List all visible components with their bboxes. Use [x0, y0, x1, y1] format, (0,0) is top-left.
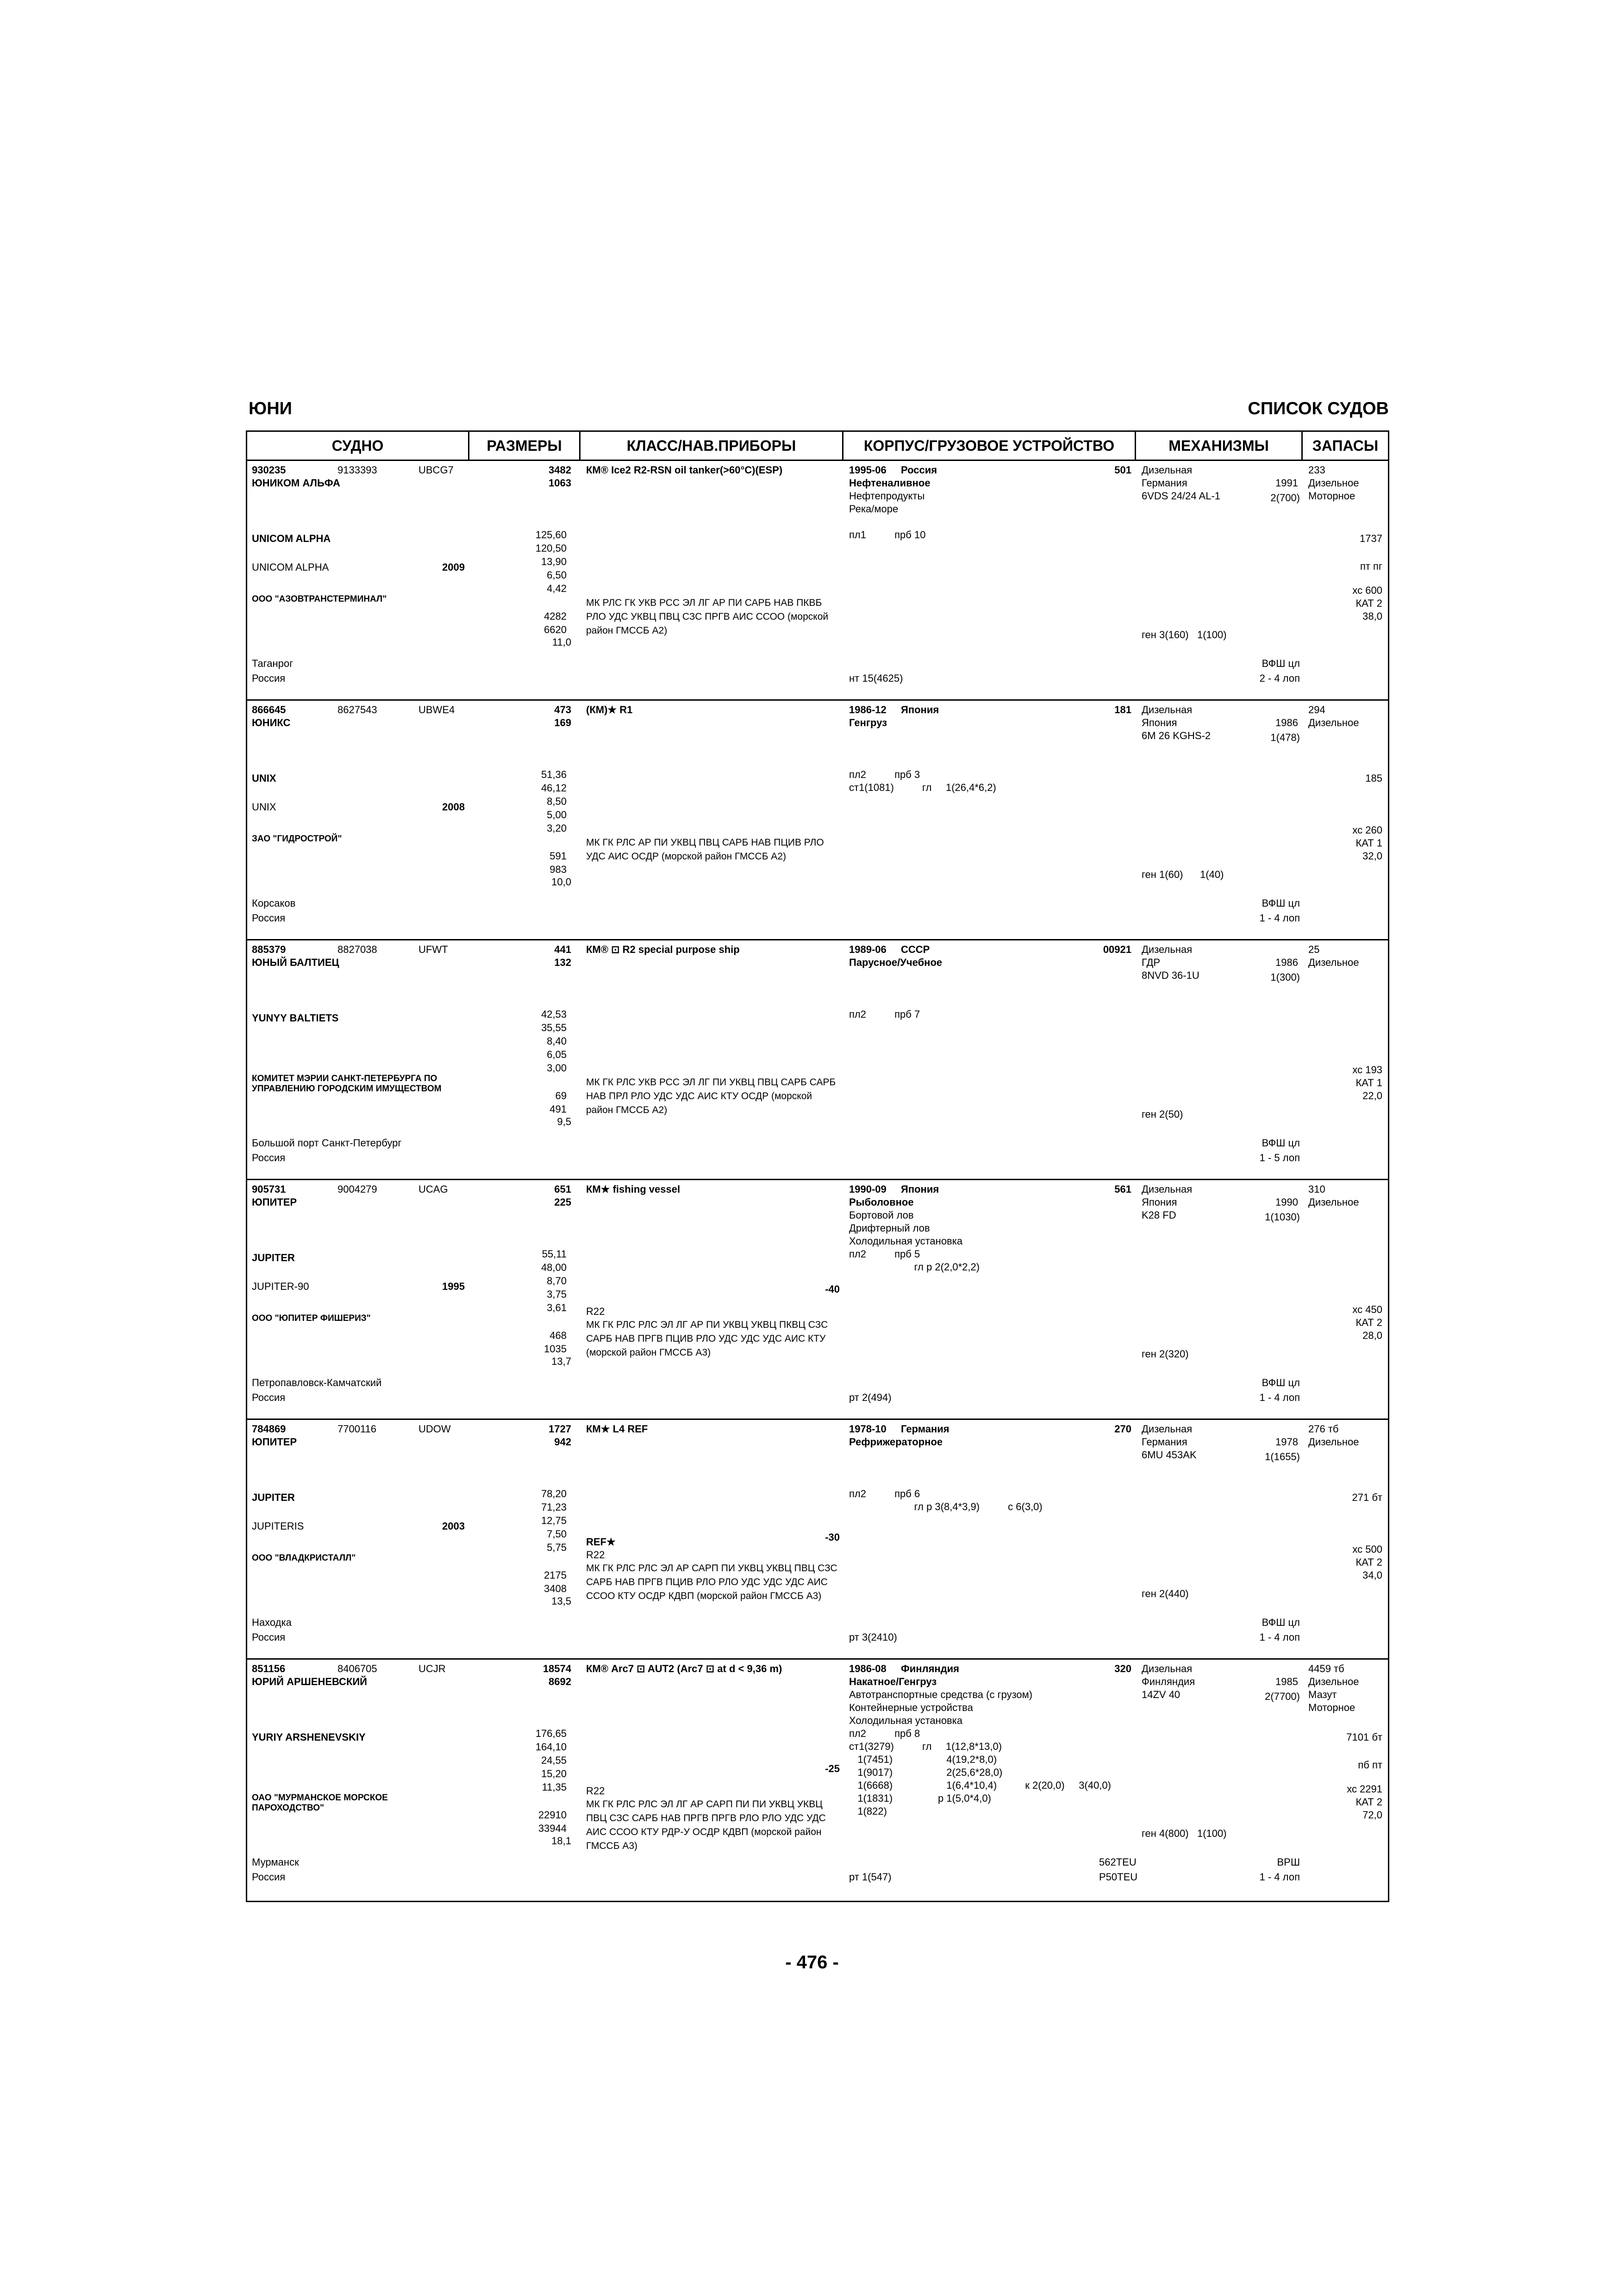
deadweight-value: 2175: [544, 1569, 567, 1581]
dimension-value: 125,60: [535, 529, 567, 541]
net-tonnage: 1063: [549, 477, 571, 489]
speed: 18,1: [551, 1835, 571, 1847]
ballast-stores: 271 бт: [1352, 1492, 1382, 1503]
gross-tonnage: 1727: [549, 1423, 571, 1435]
propeller: ВФШ цл: [1262, 1617, 1300, 1628]
reg-number: 905731: [252, 1183, 286, 1195]
col-hull: КОРПУС/ГРУЗОВОЕ УСТРОЙСТВО: [843, 432, 1136, 460]
dimension-value: 42,53: [541, 1008, 567, 1020]
dimension-value: 11,35: [542, 1781, 567, 1793]
ballast-stores: 185: [1365, 772, 1382, 784]
owner: ООО "ВЛАДКРИСТАЛЛ": [252, 1553, 356, 1563]
class-notation: КМ® Arc7 ⊡ AUT2 (Arc7 ⊡ at d < 9,36 m): [586, 1663, 782, 1674]
propeller: ВФШ цл: [1262, 1137, 1300, 1149]
cargo-gear: 1(1831) р 1(5,0*4,0): [849, 1792, 991, 1804]
lifeboat-info: 32,0: [1362, 850, 1382, 862]
ship-type: Накатное/Генгруз: [849, 1676, 937, 1687]
fuel-stores: Дизельное: [1308, 1676, 1359, 1687]
engine-year: 1985: [1275, 1676, 1298, 1687]
ship-name: ЮПИТЕР: [252, 1196, 297, 1208]
dimension-value: 51,36: [541, 769, 567, 780]
fuel-stores: Мазут: [1308, 1689, 1337, 1700]
build-date: 1990-09: [849, 1183, 887, 1195]
yard-number: 270: [1114, 1423, 1131, 1435]
propeller-blades: 2 - 4 лоп: [1259, 672, 1300, 684]
former-name-year: 2009: [442, 561, 465, 573]
hull-feature: Нефтепродукты: [849, 490, 925, 502]
cargo-gear: ст1(1081) гл 1(26,4*6,2): [849, 782, 996, 793]
dimension-value: 164,10: [535, 1741, 567, 1753]
gross-tonnage: 18574: [543, 1663, 571, 1674]
owner: ООО "ЮПИТЕР ФИШЕРИЗ": [252, 1313, 371, 1323]
dimension-value: 8,70: [547, 1275, 567, 1287]
nav-equipment: МК РЛС ГК УКВ РСС ЭЛ ЛГ АР ПИ САРБ НАВ ПКВБ РЛО УДС УКВЦ ПВЦ СЗС ПРГВ АИС ССОО (морской район ГМССБ А2): [586, 597, 829, 636]
gross-tonnage: 473: [554, 704, 571, 716]
fuel-stores: Дизельное: [1308, 717, 1359, 728]
fuel-stores: Моторное: [1308, 1702, 1355, 1713]
lifeboat-info: хс 2291: [1347, 1783, 1382, 1795]
build-date: 1995-06: [849, 464, 887, 476]
owner: ЗАО "ГИДРОСТРОЙ": [252, 834, 342, 844]
dimension-value: 8,40: [547, 1035, 567, 1047]
build-country: Германия: [901, 1423, 949, 1435]
lifeboat-info: КАТ 2: [1355, 597, 1382, 609]
gross-tonnage: 441: [554, 944, 571, 955]
nav-equipment: МК ГК РЛС РЛС ЭЛ ЛГ АР САРП ПИ ПИ УКВЦ УКВЦ ПВЦ СЗС САРБ НАВ ПРГВ ПРГВ РЛО РЛО УДС УДС АИС ССОО КТУ РДР-У ОСДР КДВП (морской район ГМССБ А3): [586, 1799, 826, 1851]
former-name: JUPITERIS: [252, 1520, 304, 1532]
flag-country: Россия: [252, 1152, 286, 1164]
reg-number: 930235: [252, 464, 286, 476]
dimension-value: 5,75: [547, 1542, 567, 1553]
dimension-value: 3,61: [547, 1302, 567, 1313]
former-name-year: 2003: [442, 1520, 465, 1532]
ballast-stores: 7101 бт: [1346, 1731, 1382, 1743]
net-tonnage: 225: [554, 1196, 571, 1208]
engine-country: Финляндия: [1142, 1676, 1195, 1687]
lifeboat-info: 72,0: [1362, 1809, 1382, 1821]
call-sign: UCAG: [418, 1183, 448, 1195]
dimension-value: 7,50: [547, 1528, 567, 1540]
lifeboat-info: хс 450: [1352, 1304, 1382, 1315]
dimension-value: 120,50: [535, 542, 567, 554]
dimension-value: 15,20: [541, 1768, 567, 1780]
ship-type: Нефтеналивное: [849, 477, 931, 489]
engine-model: K28 FD: [1142, 1209, 1176, 1221]
generators: ген 2(50): [1142, 1108, 1183, 1120]
deadweight-value: 491: [550, 1103, 567, 1115]
ship-entry: [247, 940, 1388, 1180]
propeller-blades: 1 - 4 лоп: [1259, 1871, 1300, 1883]
fuel-stores: 310: [1308, 1183, 1325, 1195]
dimension-value: 13,90: [541, 556, 567, 567]
deadweight-value: 591: [550, 850, 567, 862]
build-country: Финляндия: [901, 1663, 960, 1674]
table-header: [247, 432, 1388, 461]
cargo-gear: 1(6668) 1(6,4*10,4) к 2(20,0) 3(40,0): [849, 1780, 1111, 1791]
ship-entry: [247, 1660, 1388, 1899]
speed: 11,0: [552, 636, 571, 648]
nav-equipment: МК ГК РЛС РЛС ЭЛ ЛГ АР ПИ УКВЦ УКВЦ ПКВЦ СЗС САРБ НАВ ПРГВ ПЦИВ РЛО УДС УДС УДС АИС КТУ (морской район ГМССБ А3): [586, 1319, 828, 1358]
fuel-stores: Дизельное: [1308, 1196, 1359, 1208]
engine-model: 8NVD 36-1U: [1142, 970, 1199, 981]
engine-year: 1986: [1275, 717, 1298, 728]
fuel-stores: Дизельное: [1308, 1436, 1359, 1448]
home-port: Петропавловск-Камчатский: [252, 1377, 382, 1388]
engine-type: Дизельная: [1142, 944, 1193, 955]
temperature: -25: [825, 1763, 840, 1774]
flag-country: Россия: [252, 1631, 286, 1643]
call-sign: UDOW: [418, 1423, 451, 1435]
nav-equipment: МК ГК РЛС УКВ РСС ЭЛ ЛГ ПИ УКВЦ ПВЦ САРБ САРБ НАВ ПРЛ РЛО УДС УДС АИС КТУ ОСДР (морской район ГМССБ А2): [586, 1077, 836, 1115]
nav-equipment: МК ГК РЛС АР ПИ УКВЦ ПВЦ САРБ НАВ ПЦИВ РЛО УДС АИС ОСДР (морской район ГМССБ А2): [586, 837, 824, 862]
former-name: UNICOM ALPHA: [252, 561, 329, 573]
reg-number: 866645: [252, 704, 286, 716]
cargo-gear: пл1 прб 10: [849, 529, 926, 541]
engine-power: 1(478): [1270, 732, 1300, 743]
former-name: JUPITER-90: [252, 1281, 309, 1292]
engine-country: Германия: [1142, 477, 1187, 489]
cargo-gear: пл2 прб 5: [849, 1248, 920, 1260]
generators: ген 2(320): [1142, 1348, 1189, 1360]
engine-power: 1(1655): [1265, 1451, 1300, 1462]
class-notation-3: R22: [586, 1549, 605, 1561]
lifeboat-info: КАТ 2: [1355, 1317, 1382, 1328]
hull-feature: Холодильная установка: [849, 1235, 963, 1247]
propeller-blades: 1 - 4 лоп: [1259, 1392, 1300, 1403]
deadweight-value: 33944: [538, 1823, 567, 1834]
yard-number: 181: [1114, 704, 1131, 716]
yard-number: 501: [1114, 464, 1131, 476]
ship-name: ЮПИТЕР: [252, 1436, 297, 1448]
net-tonnage: 169: [554, 717, 571, 728]
ship-entry: [247, 1420, 1388, 1660]
build-date: 1986-12: [849, 704, 887, 716]
propeller: ВФШ цл: [1262, 658, 1300, 669]
dimension-value: 6,05: [547, 1049, 567, 1060]
reg-number: 784869: [252, 1423, 286, 1435]
lifeboat-info: 22,0: [1362, 1090, 1382, 1101]
cargo-misc: рт 1(547): [849, 1871, 892, 1883]
temperature: -40: [825, 1283, 840, 1295]
temperature: -30: [825, 1531, 840, 1543]
lifeboat-info: 38,0: [1362, 610, 1382, 622]
engine-model: 6MU 453AK: [1142, 1449, 1197, 1461]
home-port: Находка: [252, 1617, 292, 1628]
class-notation: (КМ)★ R1: [586, 704, 633, 716]
cargo-gear: гл р 2(2,0*2,2): [849, 1261, 980, 1273]
dimension-value: 3,75: [547, 1288, 567, 1300]
page-number: - 476 -: [785, 1952, 839, 1972]
cargo-gear: пл2 прб 3: [849, 769, 920, 780]
col-machinery: МЕХАНИЗМЫ: [1136, 432, 1303, 460]
class-notation: КМ® ⊡ R2 special purpose ship: [586, 944, 740, 955]
imo-number: 7700116: [337, 1423, 377, 1435]
home-port: Таганрог: [252, 658, 294, 669]
build-country: Япония: [901, 704, 939, 716]
hull-feature: Контейнерные устройства: [849, 1702, 973, 1713]
latin-name: UNIX: [252, 772, 276, 784]
reg-number: 851156: [252, 1663, 286, 1674]
dimension-value: 3,00: [547, 1062, 567, 1074]
former-name: UNIX: [252, 801, 276, 813]
fuel-stores: 25: [1308, 944, 1320, 955]
dimension-value: 78,20: [541, 1488, 567, 1500]
propeller: ВРШ: [1277, 1856, 1300, 1868]
propeller-blades: 1 - 5 лоп: [1259, 1152, 1300, 1164]
lifeboat-info: хс 260: [1352, 824, 1382, 836]
imo-number: 8406705: [337, 1663, 377, 1674]
hull-feature: Холодильная установка: [849, 1715, 963, 1726]
latin-name: YURIY ARSHENEVSKIY: [252, 1731, 366, 1743]
deadweight-value: 3408: [544, 1583, 567, 1594]
class-notation-2: R22: [586, 1306, 605, 1317]
gross-tonnage: 3482: [549, 464, 571, 476]
class-notation: КМ® Ice2 R2-RSN oil tanker(>60°C)(ESP): [586, 464, 783, 476]
engine-year: 1990: [1275, 1196, 1298, 1208]
dimension-value: 46,12: [541, 782, 567, 794]
dimension-value: 4,42: [547, 583, 567, 594]
engine-type: Дизельная: [1142, 1183, 1193, 1195]
col-vessel: СУДНО: [247, 432, 469, 460]
imo-number: 9004279: [337, 1183, 377, 1195]
engine-model: 14ZV 40: [1142, 1689, 1181, 1700]
lifeboat-info: 34,0: [1362, 1569, 1382, 1581]
home-port: Большой порт Санкт-Петербург: [252, 1137, 402, 1149]
lifeboat-info: 28,0: [1362, 1330, 1382, 1341]
col-dimensions: РАЗМЕРЫ: [469, 432, 581, 460]
reg-number: 885379: [252, 944, 286, 955]
cargo-gear: 1(7451) 4(19,2*8,0): [849, 1754, 997, 1765]
cargo-gear: гл р 3(8,4*3,9) с 6(3,0): [849, 1501, 1043, 1512]
latin-name: JUPITER: [252, 1252, 295, 1263]
cargo-gear: пл2 прб 6: [849, 1488, 920, 1500]
build-date: 1978-10: [849, 1423, 887, 1435]
home-port: Корсаков: [252, 897, 296, 909]
propeller-blades: 1 - 4 лоп: [1259, 912, 1300, 924]
speed: 10,0: [551, 876, 571, 888]
former-name-year: 1995: [442, 1281, 465, 1292]
hull-feature: Река/море: [849, 503, 899, 515]
class-notation: КМ★ fishing vessel: [586, 1183, 681, 1195]
home-port: Мурманск: [252, 1856, 299, 1868]
ship-type: Рефрижераторное: [849, 1436, 943, 1448]
cargo-gear: ст1(3279) гл 1(12,8*13,0): [849, 1741, 1002, 1752]
former-name-year: 2008: [442, 801, 465, 813]
build-country: СССР: [901, 944, 930, 955]
dimension-value: 3,20: [547, 822, 567, 834]
teu-capacity: P50TEU: [1099, 1871, 1138, 1883]
engine-country: Германия: [1142, 1436, 1187, 1448]
engine-country: ГДР: [1142, 957, 1161, 968]
generators: ген 1(60) 1(40): [1142, 869, 1224, 880]
owner: ООО "АЗОВТРАНСТЕРМИНАЛ": [252, 594, 387, 604]
lifeboat-info: КАТ 2: [1355, 1556, 1382, 1568]
flag-country: Россия: [252, 672, 286, 684]
cargo-gear: пл2 прб 8: [849, 1728, 920, 1739]
net-tonnage: 942: [554, 1436, 571, 1448]
imo-number: 9133393: [337, 464, 377, 476]
ship-type: Рыболовное: [849, 1196, 914, 1208]
fuel-stores: 4459 тб: [1308, 1663, 1344, 1674]
latin-name: JUPITER: [252, 1492, 295, 1503]
engine-year: 1978: [1275, 1436, 1298, 1448]
list-title: СПИСОК СУДОВ: [1248, 399, 1389, 418]
teu-capacity: 562TEU: [1099, 1856, 1137, 1868]
fuel-stores: 233: [1308, 464, 1325, 476]
owner: ОАО "МУРМАНСКОЕ МОРСКОЕ ПАРОХОДСТВО": [252, 1793, 388, 1813]
deadweight-value: 983: [550, 864, 567, 875]
engine-type: Дизельная: [1142, 704, 1193, 716]
lifeboat-info: КАТ 1: [1355, 1077, 1382, 1089]
ballast-stores: пб пт: [1358, 1759, 1382, 1771]
cargo-gear: пл2 прб 7: [849, 1008, 920, 1020]
yard-number: 561: [1114, 1183, 1131, 1195]
generators: ген 3(160) 1(100): [1142, 629, 1227, 641]
ship-entry: [247, 701, 1388, 940]
engine-model: 6M 26 KGHS-2: [1142, 730, 1211, 741]
call-sign: UCJR: [418, 1663, 446, 1674]
ballast-stores: 1737: [1360, 533, 1382, 544]
speed: 13,7: [551, 1356, 571, 1367]
gross-tonnage: 651: [554, 1183, 571, 1195]
dimension-value: 5,00: [547, 809, 567, 821]
build-country: Россия: [901, 464, 937, 476]
deadweight-value: 468: [550, 1330, 567, 1341]
latin-name: YUNYY BALTIETS: [252, 1012, 339, 1024]
engine-power: 2(700): [1270, 492, 1300, 504]
build-date: 1986-08: [849, 1663, 887, 1674]
speed: 9,5: [557, 1116, 571, 1127]
fuel-stores: 294: [1308, 704, 1325, 716]
dimension-value: 12,75: [541, 1515, 567, 1526]
dimension-value: 176,65: [535, 1728, 567, 1739]
generators: ген 4(800) 1(100): [1142, 1828, 1227, 1839]
ship-type: Генгруз: [849, 717, 887, 728]
ship-name: ЮНЫЙ БАЛТИЕЦ: [252, 957, 339, 968]
ship-type: Парусное/Учебное: [849, 957, 943, 968]
col-class: КЛАСС/НАВ.ПРИБОРЫ: [581, 432, 843, 460]
ship-register-table: [246, 430, 1389, 1902]
dimension-value: 71,23: [541, 1501, 567, 1513]
engine-type: Дизельная: [1142, 1663, 1193, 1674]
net-tonnage: 8692: [549, 1676, 571, 1687]
latin-name: UNICOM ALPHA: [252, 533, 331, 544]
engine-power: 2(7700): [1265, 1691, 1300, 1702]
class-notation-2: R22: [586, 1785, 605, 1797]
engine-year: 1986: [1275, 957, 1298, 968]
speed: 13,5: [551, 1595, 571, 1607]
deadweight-value: 22910: [538, 1809, 567, 1821]
engine-country: Япония: [1142, 1196, 1177, 1208]
section-title: ЮНИ: [249, 399, 292, 418]
lifeboat-info: КАТ 1: [1355, 837, 1382, 849]
ballast-stores: пт пг: [1360, 560, 1382, 572]
net-tonnage: 132: [554, 957, 571, 968]
flag-country: Россия: [252, 1392, 286, 1403]
col-stores: ЗАПАСЫ: [1312, 437, 1379, 454]
propeller: ВФШ цл: [1262, 897, 1300, 909]
lifeboat-info: хс 500: [1352, 1543, 1382, 1555]
nav-equipment: МК ГК РЛС РЛС ЭЛ АР САРП ПИ УКВЦ УКВЦ ПВЦ СЗС САРБ НАВ ПРГВ ПЦИВ РЛО РЛО УДС УДС УДС АИС ССОО КТУ ОСДР КДВП (морской район ГМССБ А3): [586, 1563, 837, 1601]
dimension-value: 48,00: [541, 1262, 567, 1273]
propeller: ВФШ цл: [1262, 1377, 1300, 1388]
imo-number: 8627543: [337, 704, 377, 716]
dimension-value: 55,11: [542, 1248, 567, 1260]
fuel-stores: 276 тб: [1308, 1423, 1339, 1435]
engine-model: 6VDS 24/24 AL-1: [1142, 490, 1221, 502]
ship-name: ЮНИКОМ АЛЬФА: [252, 477, 340, 489]
call-sign: UBWE4: [418, 704, 455, 716]
owner: КОМИТЕТ МЭРИИ САНКТ-ПЕТЕРБУРГА ПО УПРАВЛЕНИЮ ГОРОДСКИМ ИМУЩЕСТВОМ: [252, 1074, 442, 1094]
imo-number: 8827038: [337, 944, 377, 955]
call-sign: UBCG7: [418, 464, 454, 476]
hull-feature: Бортовой лов: [849, 1209, 914, 1221]
dimension-value: 24,55: [541, 1755, 567, 1766]
yard-number: 00921: [1103, 944, 1131, 955]
engine-type: Дизельная: [1142, 1423, 1193, 1435]
cargo-misc: рт 3(2410): [849, 1631, 897, 1643]
lifeboat-info: хс 193: [1352, 1064, 1382, 1076]
engine-power: 1(300): [1270, 971, 1300, 983]
cargo-misc: рт 2(494): [849, 1392, 892, 1403]
generators: ген 2(440): [1142, 1588, 1189, 1599]
dimension-value: 35,55: [541, 1022, 567, 1033]
class-notation-2: REF★: [586, 1536, 616, 1548]
dimension-value: 8,50: [547, 796, 567, 807]
deadweight-value: 4282: [544, 610, 567, 622]
deadweight-value: 1035: [544, 1343, 567, 1355]
class-notation: КМ★ L4 REF: [586, 1423, 648, 1435]
deadweight-value: 69: [555, 1090, 567, 1101]
engine-year: 1991: [1275, 477, 1298, 489]
ship-name: ЮРИЙ АРШЕНЕВСКИЙ: [252, 1676, 367, 1687]
fuel-stores: Моторное: [1308, 490, 1355, 502]
deadweight-value: 6620: [544, 624, 567, 635]
call-sign: UFWT: [418, 944, 448, 955]
lifeboat-info: КАТ 2: [1355, 1796, 1382, 1808]
fuel-stores: Дизельное: [1308, 477, 1359, 489]
flag-country: Россия: [252, 912, 286, 924]
cargo-misc: нт 15(4625): [849, 672, 903, 684]
ship-entry: [247, 461, 1388, 701]
fuel-stores: Дизельное: [1308, 957, 1359, 968]
cargo-gear: 1(822): [849, 1805, 887, 1817]
flag-country: Россия: [252, 1871, 286, 1883]
build-date: 1989-06: [849, 944, 887, 955]
hull-feature: Автотранспортные средства (с грузом): [849, 1689, 1033, 1700]
engine-type: Дизельная: [1142, 464, 1193, 476]
lifeboat-info: хс 600: [1352, 585, 1382, 596]
hull-feature: Дрифтерный лов: [849, 1222, 930, 1234]
engine-country: Япония: [1142, 717, 1177, 728]
yard-number: 320: [1114, 1663, 1131, 1674]
ship-entry: [247, 1180, 1388, 1420]
build-country: Япония: [901, 1183, 939, 1195]
propeller-blades: 1 - 4 лоп: [1259, 1631, 1300, 1643]
dimension-value: 6,50: [547, 569, 567, 581]
cargo-gear: 1(9017) 2(25,6*28,0): [849, 1767, 1003, 1778]
engine-power: 1(1030): [1265, 1211, 1300, 1223]
ship-name: ЮНИКС: [252, 717, 291, 728]
